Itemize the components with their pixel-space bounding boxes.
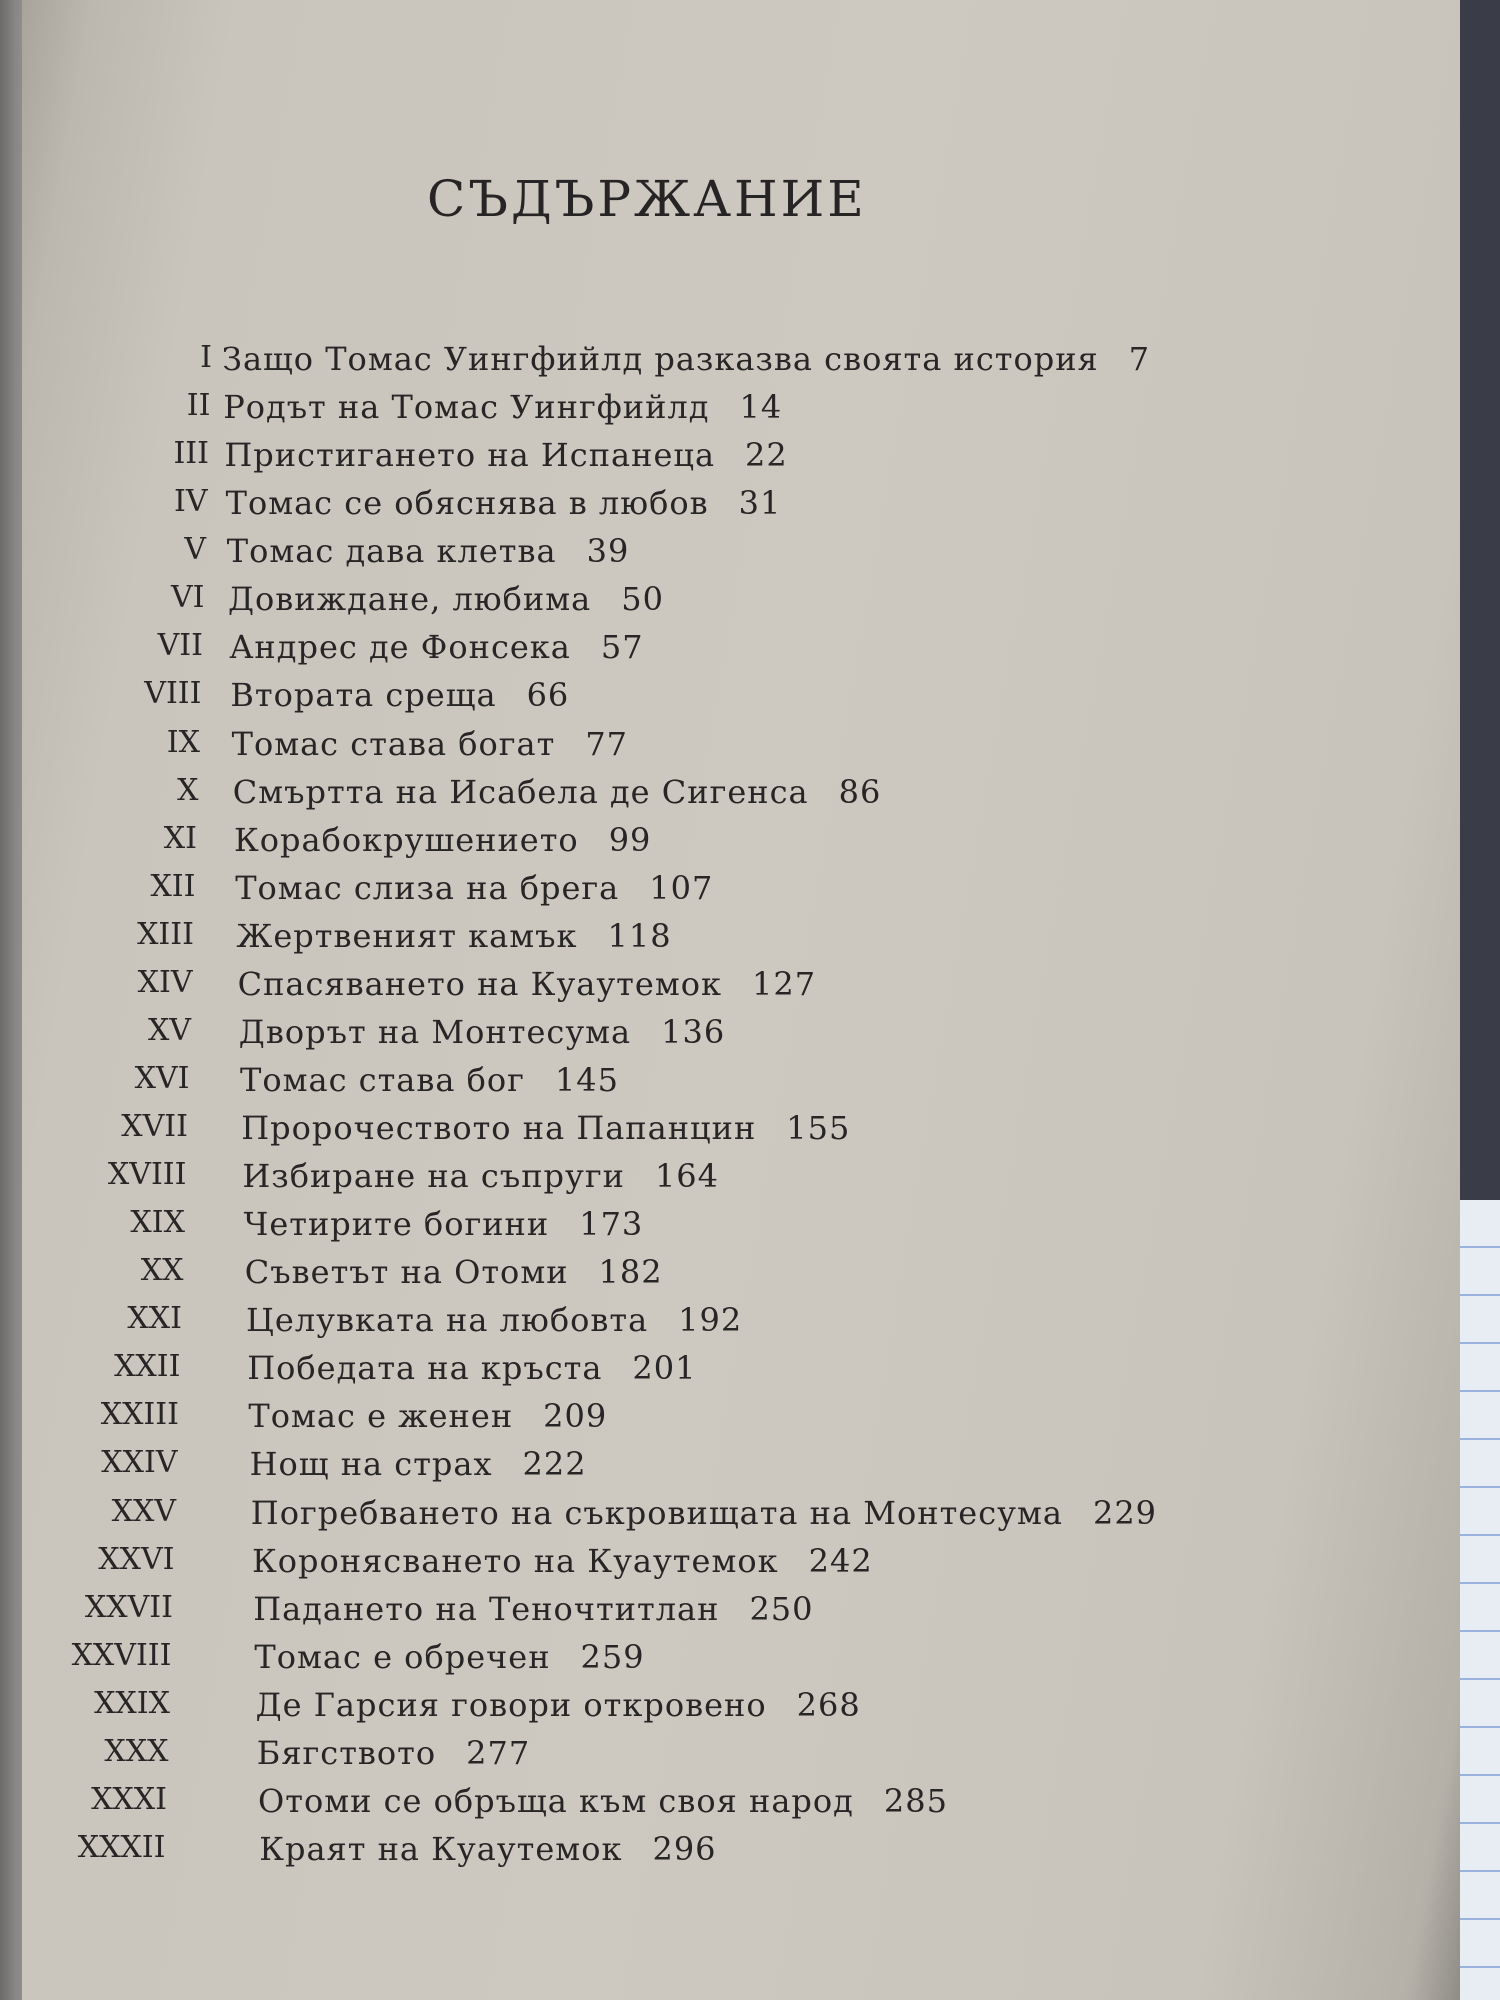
page-number: 86 [838,772,882,811]
chapter-line [235,869,713,907]
chapter-title: Пророчеството на Папанцин [241,1109,757,1148]
chapter-line [254,1638,644,1676]
chapter-line [256,1686,861,1724]
chapter-line [230,676,569,714]
page-number: 285 [883,1781,948,1820]
chapter-line [244,1205,644,1243]
chapter-line [229,628,643,666]
chapter-number: XXI [127,1301,182,1337]
chapter-number: XX [140,1253,184,1289]
chapter-title: Томас става богат [231,724,556,763]
page-number: 242 [808,1541,873,1580]
chapter-title: Втората среща [230,676,497,715]
chapter-number: XII [150,868,196,904]
chapter-number: VIII [144,676,202,712]
chapter-number: XVII [121,1109,188,1145]
toc-entry [22,1013,1460,1059]
chapter-title: Родът на Томас Уингфийлд [223,388,710,427]
chapter-line [226,484,782,522]
table-of-contents [22,0,1460,2000]
chapter-title: Четирите богини [243,1205,550,1244]
chapter-line [236,917,671,955]
chapter-line [227,532,630,570]
toc-entry [22,1061,1460,1107]
chapter-line [245,1253,663,1291]
chapter-line [253,1590,813,1628]
chapter-title: Томас се обяснява в любов [225,484,709,523]
chapter-title: Коронясването на Куаутемок [252,1541,779,1580]
chapter-line [240,1061,619,1099]
chapter-title: Томас е женен [248,1397,514,1436]
chapter-number: III [173,436,209,472]
chapter-title: Бягството [256,1733,437,1772]
chapter-line [232,725,628,763]
chapter-number: XIX [130,1205,185,1241]
chapter-line [251,1494,1157,1532]
toc-entry [22,628,1460,674]
toc-entry [22,1349,1460,1395]
chapter-line [258,1782,948,1820]
chapter-number: XXIX [94,1685,170,1721]
chapter-title: Защо Томас Уингфийлд разказва своята история [222,340,1099,378]
toc-entry [22,436,1460,482]
toc-entry [22,1782,1460,1828]
page-number: 192 [678,1301,743,1340]
page-number: 31 [738,484,782,523]
toc-entry [22,1686,1460,1732]
chapter-line [250,1445,587,1483]
book-page [22,0,1460,2000]
page-number: 66 [526,676,570,715]
toc-entry [22,1494,1460,1540]
chapter-number: XVI [134,1060,190,1096]
chapter-line [238,965,816,1003]
page-number: 222 [522,1445,587,1484]
page-number: 22 [745,436,788,475]
chapter-number: IX [166,724,200,760]
chapter-title: Смъртта на Исабела де Сигенса [232,772,809,811]
chapter-line [228,580,664,618]
toc-entry [22,532,1460,578]
toc-entry [22,340,1460,386]
page-number: 173 [579,1205,644,1244]
page-number: 77 [585,724,629,763]
page-number: 136 [661,1012,726,1051]
toc-entry [22,676,1460,722]
page-number: 155 [786,1109,851,1148]
page-number: 127 [751,964,817,1003]
chapter-number: VI [170,580,205,616]
chapter-title: Андрес де Фонсека [229,628,571,667]
chapter-title: Спасяването на Куаутемок [237,964,722,1003]
page-number: 118 [607,916,672,955]
chapter-title: Краят на Куаутемок [259,1830,623,1868]
chapter-line [259,1830,716,1868]
page-number: 50 [621,580,664,619]
chapter-title: Отоми се обръща към своя народ [258,1781,854,1820]
page-number: 39 [586,532,630,571]
page-number: 296 [652,1830,717,1868]
chapter-line [247,1349,696,1387]
chapter-number: XIV [137,964,193,1000]
chapter-number: X [177,772,199,808]
page-number: 268 [796,1685,861,1724]
chapter-title: Томас става бог [240,1060,525,1099]
chapter-title: Целувката на любовта [246,1301,649,1340]
chapter-line [242,1157,719,1195]
chapter-title: Падането на Теночтитлан [253,1589,720,1628]
page-title: СЪДЪРЖАНИЕ [427,170,867,228]
chapter-title: Жертвеният камък [236,916,578,955]
toc-entry [22,821,1460,867]
toc-entry [22,1638,1460,1684]
chapter-title: Дворът на Монтесума [238,1012,632,1051]
chapter-number: XXVI [98,1541,175,1577]
chapter-line [257,1734,530,1772]
toc-entry [22,1157,1460,1203]
toc-entry [22,1109,1460,1155]
chapter-title: Томас слиза на брега [235,868,620,907]
chapter-number: VII [157,628,203,664]
chapter-title: Де Гарсия говори откровено [255,1685,767,1724]
chapter-title: Нощ на страх [249,1445,493,1484]
chapter-number: IV [173,484,208,520]
toc-entry [22,1445,1460,1491]
chapter-line [248,1397,607,1435]
chapter-line [223,388,782,426]
chapter-number: XXII [114,1349,181,1385]
chapter-title: Томас дава клетва [226,532,557,571]
page-number: 229 [1092,1493,1158,1532]
chapter-number: V [184,532,206,568]
chapter-title: Победата на кръста [247,1349,603,1388]
chapter-line [239,1013,725,1051]
page-number: 107 [649,868,714,907]
chapter-title: Пристигането на Испанеца [224,436,716,475]
chapter-number: XXXI [91,1781,167,1817]
chapter-title: Избиране на съпруги [242,1157,625,1196]
chapter-line [252,1542,873,1580]
chapter-title: Томас е обречен [254,1637,551,1676]
chapter-line [246,1301,742,1339]
page-number: 14 [739,388,783,427]
chapter-number: XXX [104,1733,169,1769]
toc-entry [22,917,1460,963]
page-number: 7 [1128,340,1151,378]
toc-entry [22,725,1460,771]
page-number: 99 [608,820,652,859]
chapter-number: XXVII [84,1589,173,1625]
chapter-number: XXXII [77,1830,166,1865]
page-number: 57 [600,628,644,667]
toc-entry [22,869,1460,915]
chapter-number: XV [147,1012,191,1048]
page-number: 277 [466,1733,531,1772]
page-number: 145 [554,1060,620,1099]
chapter-line [224,436,787,474]
chapter-number: XXIV [101,1445,178,1481]
chapter-title: Корабокрушението [234,820,579,859]
chapter-number: II [186,388,211,424]
chapter-title: Съветът на Отоми [244,1253,569,1292]
toc-entry [22,1301,1460,1347]
toc-entry [22,388,1460,434]
toc-entry [22,1205,1460,1251]
chapter-line [234,821,651,859]
toc-entry [22,965,1460,1011]
chapter-line [222,340,1150,378]
page-number: 164 [654,1157,720,1196]
toc-entry [22,1542,1460,1588]
page-number: 201 [632,1349,697,1388]
toc-entry [22,1734,1460,1780]
page-number: 182 [598,1253,663,1292]
chapter-line [241,1109,850,1147]
chapter-number: I [200,340,212,375]
toc-entry [22,1830,1460,1876]
toc-entry [22,484,1460,530]
toc-entry [22,1590,1460,1636]
chapter-number: XXV [111,1493,176,1529]
toc-entry [22,1397,1460,1443]
toc-entry [22,773,1460,819]
chapter-line [233,773,882,811]
chapter-number: XIII [137,916,194,952]
chapter-number: XVIII [107,1157,187,1193]
page-number: 209 [543,1397,608,1436]
toc-entry [22,580,1460,626]
chapter-number: XXIII [100,1397,179,1433]
chapter-number: XI [163,820,197,856]
chapter-title: Довиждане, любима [228,580,592,619]
toc-entry [22,1253,1460,1299]
chapter-title: Погребването на съкровищата на Монтесума [250,1493,1063,1532]
chapter-number: XXVIII [71,1637,172,1673]
page-number: 259 [580,1637,645,1676]
page-number: 250 [749,1589,814,1628]
